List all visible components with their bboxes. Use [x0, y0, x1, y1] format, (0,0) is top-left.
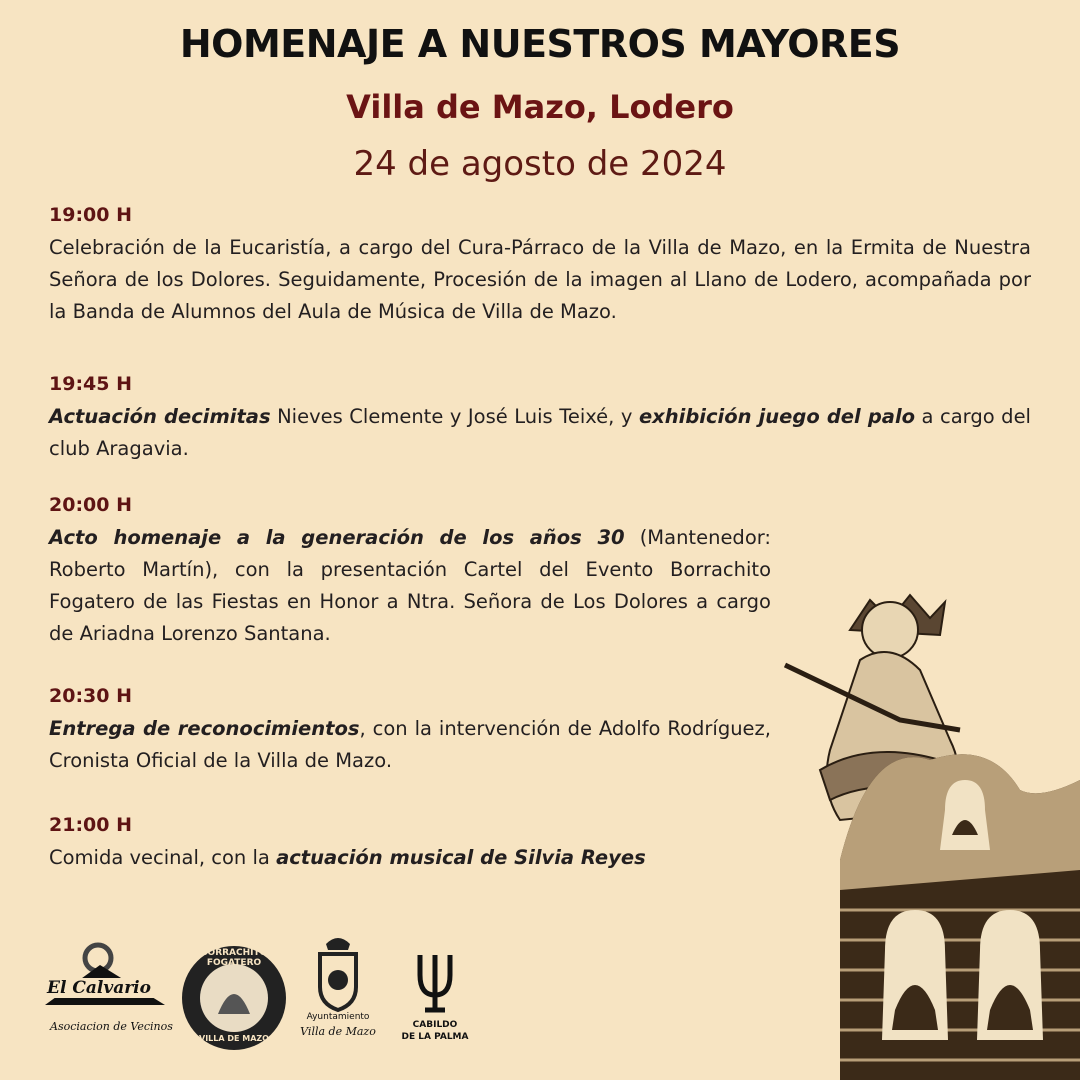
- calvario-caption: Asociacion de Vecinos: [50, 1020, 173, 1033]
- coat-of-arms-icon: [308, 932, 368, 1012]
- event-time: 20:00 H: [49, 494, 132, 516]
- chapel-illustration-icon: [780, 590, 1080, 1080]
- cabildo-line2: DE LA PALMA: [401, 1032, 469, 1042]
- event-1945: [49, 373, 1031, 465]
- mountain-icon: [40, 940, 170, 1010]
- cabildo-line1: CABILDO: [412, 1020, 458, 1030]
- event-time: 19:00 H: [49, 204, 132, 226]
- calvario-name: El Calvario: [44, 978, 154, 998]
- event-date: 24 de agosto de 2024: [353, 144, 727, 184]
- event-highlight: Actuación decimitas: [49, 405, 271, 428]
- event-time: 21:00 H: [49, 814, 132, 836]
- event-highlight: exhibición juego del palo: [638, 405, 916, 428]
- event-highlight: Entrega de reconocimientos: [49, 717, 360, 740]
- event-2100: [49, 814, 771, 874]
- event-description: [49, 401, 1031, 465]
- ayuntamiento-line1: Ayuntamiento: [306, 1012, 370, 1022]
- calvario-logo: [40, 940, 173, 1040]
- event-1900: [49, 204, 1031, 328]
- event-highlight: Acto homenaje a la generación de los años 30: [49, 526, 625, 549]
- event-2000: [49, 494, 771, 650]
- event-text: Nieves Clemente y José Luis Teixé, y: [270, 405, 639, 428]
- event-text: , con la intervención de Adolfo Rodríguez, Cronista Oficial de la Villa de Mazo.: [49, 717, 771, 772]
- ayuntamiento-logo: [300, 932, 378, 1052]
- ayuntamiento-line2: Villa de Mazo: [300, 1025, 376, 1038]
- event-highlight: actuación musical de Silvia Reyes: [276, 846, 646, 869]
- event-description: Celebración de la Eucaristía, a cargo del Cura-Párraco de la Villa de Mazo, en la Ermita de Nuestra Señora de los Dolores. Seguidamente, Procesión de la imagen al Llano de Lodero, acompañada por la Banda de Alumnos del Aula de Música de Villa de Mazo.: [49, 236, 1031, 323]
- cabildo-emblem-icon: [405, 950, 465, 1018]
- event-description: [49, 713, 771, 777]
- event-text: Comida vecinal, con la: [49, 846, 277, 869]
- borrachito-logo: [180, 944, 290, 1054]
- event-description: [49, 522, 771, 650]
- cabildo-logo: [395, 950, 475, 1060]
- location-subtitle: Villa de Mazo, Lodero: [346, 88, 734, 126]
- borrachito-sub: VILLA DE MAZO: [199, 1034, 269, 1043]
- borrachito-name: BORRACHITO FOGATERO: [200, 948, 268, 968]
- event-time: 19:45 H: [49, 373, 132, 395]
- event-text: (Mantenedor: Roberto Martín), con la presentación Cartel del Evento Borrachito Fogatero de las Fiestas en Honor a Ntra. Señora de Los Dolores a cargo de Ariadna Lorenzo Santana.: [49, 526, 771, 645]
- event-2030: [49, 685, 771, 777]
- event-description: [49, 842, 771, 874]
- event-text: a cargo del club Aragavia.: [49, 405, 1031, 460]
- page-title: HOMENAJE A NUESTROS MAYORES: [179, 22, 901, 66]
- event-time: 20:30 H: [49, 685, 132, 707]
